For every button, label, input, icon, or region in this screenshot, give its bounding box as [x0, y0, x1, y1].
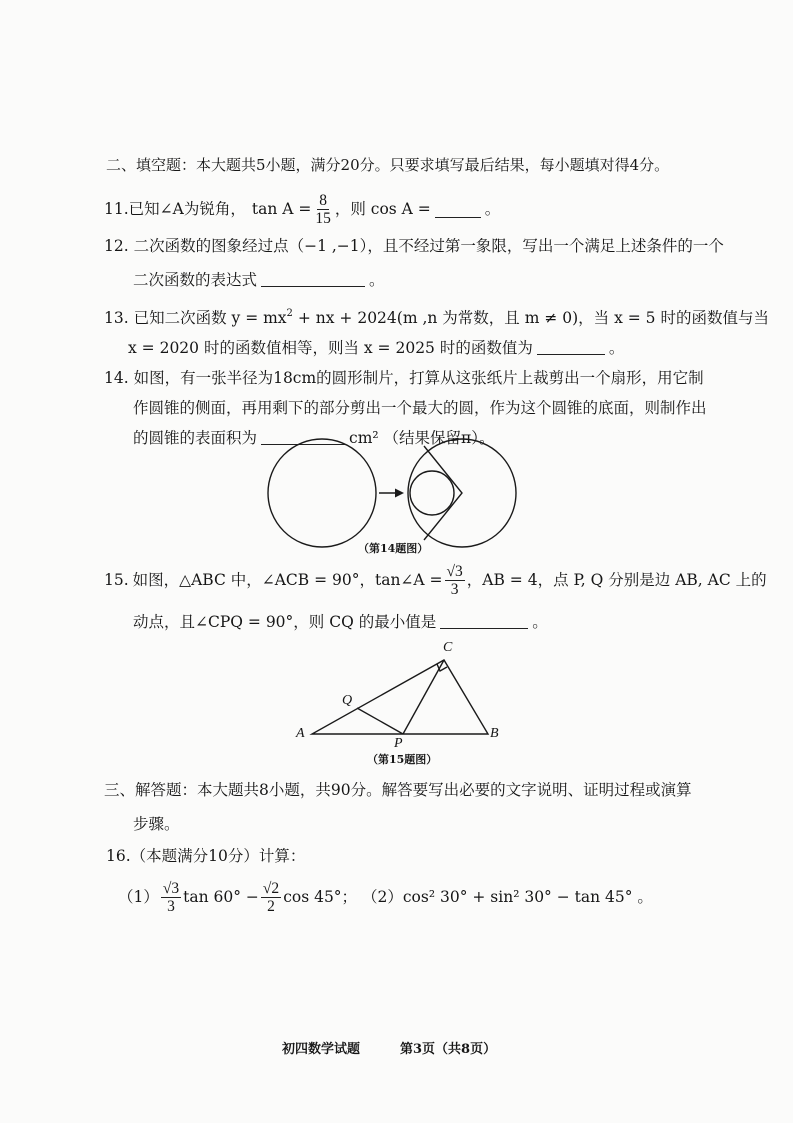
- q15-frac-num: √3: [446, 562, 463, 580]
- q13-text-c: x = 2020 时的函数值相等，则当 x = 2025 时的函数值为: [128, 339, 533, 357]
- q13-sup: 2: [286, 308, 293, 319]
- q13-line2: [128, 338, 624, 358]
- fig15-label-p: P: [394, 736, 403, 751]
- q16-part2: [362, 887, 653, 907]
- fig15-label-c: C: [443, 640, 453, 655]
- q13-answer-blank[interactable]: [537, 338, 605, 355]
- q16-p1-frac1-den: 3: [167, 897, 175, 915]
- q16-p1-label: （1）: [118, 888, 159, 906]
- q11-text-b: ，则 cos A =: [334, 200, 431, 218]
- q16-p2-expr: cos² 30° + sin² 30° − tan 45° 。: [402, 888, 653, 906]
- footer-right: 第3页（共8页）: [400, 1042, 497, 1057]
- q15-fraction: [445, 563, 465, 598]
- q16-part1: [118, 872, 357, 922]
- q16-p1-frac2-den: 2: [267, 897, 275, 915]
- q15-number: 15.: [104, 571, 129, 589]
- fig15-label-q: Q: [342, 693, 353, 708]
- question-15: [104, 558, 767, 602]
- q14-answer-blank[interactable]: [261, 428, 345, 445]
- question-11: [104, 188, 500, 230]
- q15-answer-blank[interactable]: [440, 612, 528, 629]
- fig15-segment-pq: [357, 708, 403, 734]
- q11-answer-blank[interactable]: [435, 201, 481, 218]
- q14-line2: 作圆锥的侧面，再用剩下的部分剪出一个最大的圆，作为这个圆锥的底面，则制作出: [133, 399, 707, 417]
- fig14-caption: （第14题图）: [358, 542, 429, 555]
- fig14-cut-circle: [408, 439, 516, 547]
- q16-p1-end: cos 45°；: [283, 888, 358, 906]
- q14-text: 的圆锥的表面积为: [133, 429, 258, 447]
- q11-end: 。: [484, 200, 501, 218]
- q13-line1: [104, 304, 769, 328]
- footer-left: 初四数学试题: [282, 1042, 361, 1057]
- q12-line2: [133, 270, 385, 290]
- q16-title: 16.（本题满分10分）计算：: [106, 847, 306, 865]
- section3-line1: 三、解答题：本大题共8小题，共90分。解答要写出必要的文字说明、证明过程或演算: [104, 781, 692, 799]
- q15-text-c: 动点，且∠CPQ = 90°，则 CQ 的最小值是: [133, 613, 437, 631]
- fig14-arrow-head: [395, 489, 404, 498]
- q11-number: 11.: [104, 200, 129, 218]
- fig15-caption: （第15题图）: [367, 753, 438, 766]
- fig15-segment-pc: [403, 660, 444, 734]
- q12-text: 二次函数的表达式: [133, 271, 258, 289]
- q16-p2-label: （2）: [362, 888, 403, 906]
- q12-answer-blank[interactable]: [261, 270, 365, 287]
- q12-line1: 12. 二次函数的图象经过点（−1 ,−1），且不经过第一象限，写出一个满足上述条件的一个: [104, 237, 724, 255]
- q11-tan: tan A =: [251, 200, 312, 218]
- fig14-base-circle: [410, 471, 454, 515]
- fig15-label-a: A: [296, 726, 305, 741]
- q16-p1-mid: tan 60° −: [183, 888, 259, 906]
- q15-text-b: ，AB = 4，点 P, Q 分别是边 AB, AC 上的: [466, 571, 767, 589]
- section2-heading: 二、填空题：本大题共5小题，满分20分。只要求填写最后结果，每小题填对得4分。: [106, 156, 670, 174]
- section3-line2: 步骤。: [133, 815, 180, 833]
- q16-p1-frac1-num: √3: [162, 879, 180, 897]
- q16-p1-frac2-num: √2: [262, 879, 280, 897]
- fig15-right-angle-mark: [437, 664, 447, 671]
- q11-frac-den: 15: [315, 209, 331, 227]
- fig15-triangle-abc: [312, 660, 488, 734]
- q11-fraction: [313, 192, 333, 227]
- q13-end: 。: [608, 339, 625, 357]
- q11-frac-num: 8: [319, 191, 327, 209]
- fig14-original-circle: [268, 439, 376, 547]
- q15-text-a: 如图，△ABC 中，∠ACB = 90°，tan∠A =: [132, 571, 443, 589]
- q13-text-a: 13. 已知二次函数 y = mx: [104, 309, 287, 327]
- q16-p1-frac2: [261, 880, 281, 915]
- fig15-label-b: B: [490, 726, 499, 741]
- q14-line3: [133, 428, 494, 448]
- q14-line1: 14. 如图，有一张半径为18cm的圆形制片，打算从这张纸片上裁剪出一个扇形，用它制: [104, 369, 704, 387]
- q13-text-b: + nx + 2024(m ,n 为常数，且 m ≠ 0)，当 x = 5 时的函数值与当: [292, 309, 769, 327]
- q15-frac-den: 3: [450, 580, 459, 598]
- q11-text-a: 已知∠A为锐角，: [128, 200, 246, 218]
- q15-end: 。: [532, 613, 548, 631]
- q12-end: 。: [369, 271, 385, 289]
- q16-p1-frac1: [161, 880, 181, 915]
- fig14-sector-edges: [424, 446, 462, 540]
- q15-line2: [133, 612, 548, 632]
- q14-unit: cm² （结果保留π）。: [349, 429, 495, 447]
